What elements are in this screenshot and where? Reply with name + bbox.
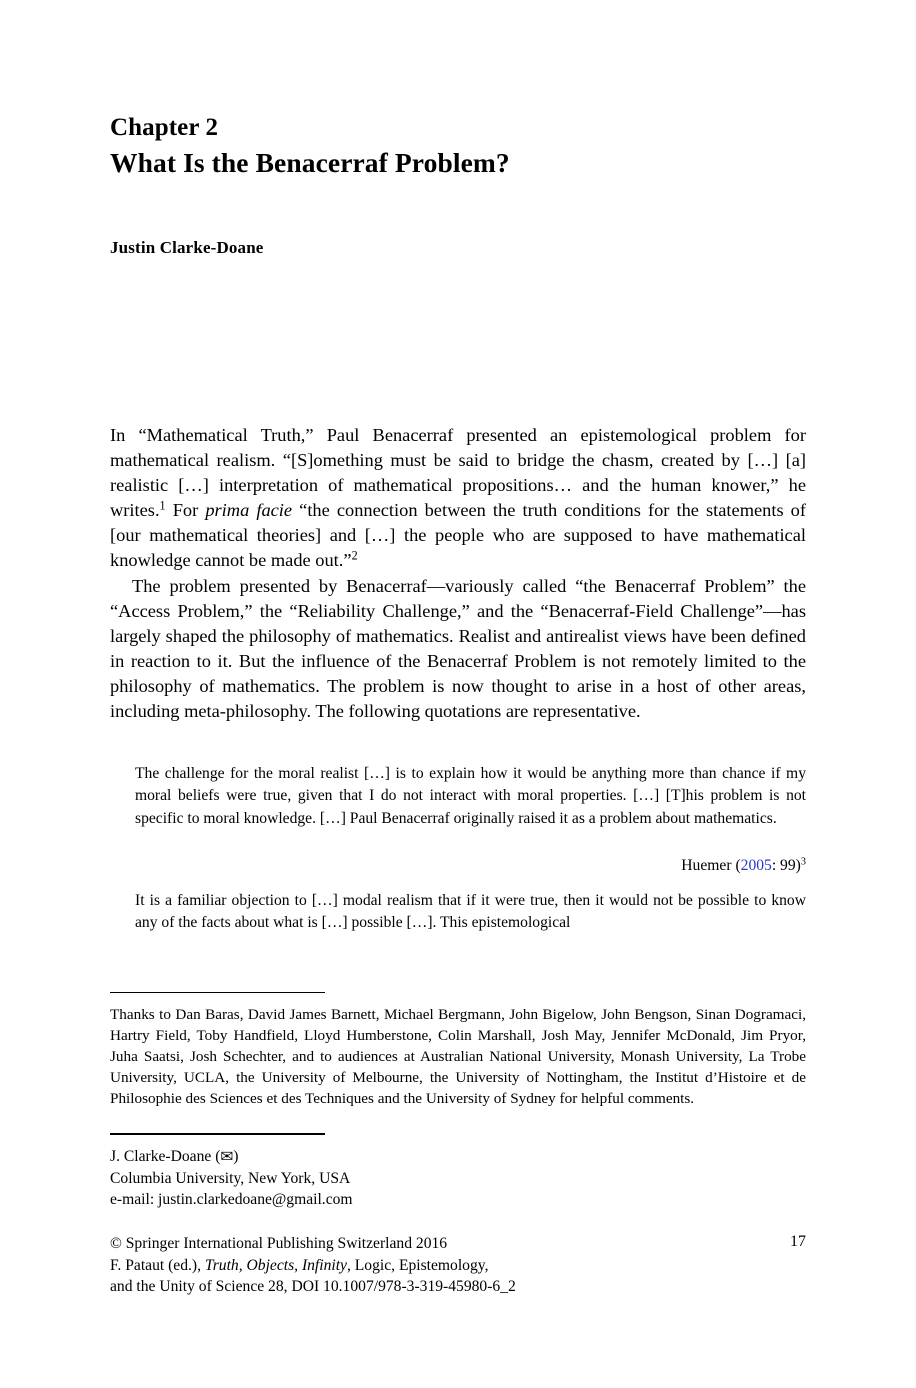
copyright-line-3: and the Unity of Science 28, DOI 10.1007/978-3-319-45980-6_2 [110,1278,516,1296]
footnote-block [110,1004,806,1109]
citation-page: : 99) [771,857,801,874]
blockquote-1-text: The challenge for the moral realist […] is to explain how it would be anything more than chance if my moral beliefs were true, given that I do not interact with moral properties. […] [T]his problem is not specific to moral knowledge. […] Paul Benacerraf originally raised it as a problem about mathematics. [135,765,806,827]
envelope-icon: ✉ [220,1148,234,1166]
body-paragraph-1 [110,423,806,574]
copyright-book-title: Truth, Objects, Infinity [204,1256,347,1274]
para1-part1: In “Mathematical Truth,” Paul Benacerraf presented an epistemological problem for mathematical realism. “[S]omething must be said to bridge the chasm, created by […] [a] realistic […] interpretation of mathematical propositions… and the human knower,” he writes. [110,425,806,521]
page-number: 17 [790,1233,806,1250]
body-content [110,423,806,724]
copyright-line-2-prefix: F. Pataut (ed.), [110,1256,205,1274]
affiliation-name-suffix: ) [233,1148,239,1165]
affiliation-email[interactable]: e-mail: justin.clarkedoane@gmail.com [110,1191,353,1209]
para1-part2: For [172,500,199,521]
blockquote-1-citation [135,855,806,877]
affiliation-author-line [110,1146,710,1168]
para1-part3: “the connection between the truth conditions for the statements of [our mathematical theories] and […] the people who are supposed to have mathematical knowledge cannot be made out.” [110,500,807,571]
blockquote-2-text: It is a familiar objection to […] modal realism that if it were true, then it would not be possible to know any of the facts about what is […] possible […]. This epistemological [135,892,806,932]
blockquote-2 [135,890,806,935]
para1-italic-phrase: prima facie [205,500,293,521]
copyright-line-2-suffix: , Logic, Epistemology, [346,1256,489,1274]
footnote-separator-rule [110,992,325,993]
footnote-marker-2: 2 [351,549,358,564]
footnote-marker-3: 3 [800,856,806,868]
citation-year-link[interactable]: 2005 [740,857,772,874]
copyright-block [110,1233,806,1298]
author-name: Justin Clarke-Doane [110,238,264,257]
copyright-line-1: © Springer International Publishing Switzerland 2016 [110,1235,448,1252]
chapter-label: Chapter 2 [110,114,219,141]
affiliation-separator-rule [110,1133,325,1135]
affiliation-institution: Columbia University, New York, USA [110,1169,351,1187]
copyright-first-row [110,1233,806,1255]
page-title: What Is the Benacerraf Problem? [110,147,510,178]
citation-open-paren: ( [735,857,741,874]
footnote-marker-1: 1 [159,498,166,513]
citation-author: Huemer [681,857,732,874]
affiliation-name-prefix: J. Clarke-Doane ( [110,1148,221,1165]
title-block [110,112,806,180]
blockquote-1 [135,763,806,830]
footnote-text: Thanks to Dan Baras, David James Barnett, Michael Bergmann, John Bigelow, John Bengson, Sinan Dogramaci, Hartry Field, Toby Handfield, Lloyd Humberstone, Colin Marshall, Josh May, Jennifer McDonald, Jim Pryor, Juha Saatsi, Josh Schechter, and to audiences at Australian National University, Monash University, La Trobe University, UCLA, the University of Melbourne, the University of Nottingham, the Institut d’Histoire et de Philosophie des Sciences et des Techniques and the University of Sydney for helpful comments. [110,1006,806,1108]
affiliation-block [110,1146,710,1211]
copyright-line-2 [110,1255,806,1277]
body-paragraph-2: The problem presented by Benacerraf—variously called “the Benacerraf Problem” the “Access Problem,” the “Reliability Challenge,” and the “Benacerraf-Field Challenge”—has largely shaped the philosophy of mathematics. Realist and antirealist views have been defined in reaction to it. But the influence of the Benacerraf Problem is not remotely limited to the philosophy of mathematics. The problem is now thought to arise in a host of other areas, including meta-philosophy. The following quotations are representative. [110,575,806,722]
